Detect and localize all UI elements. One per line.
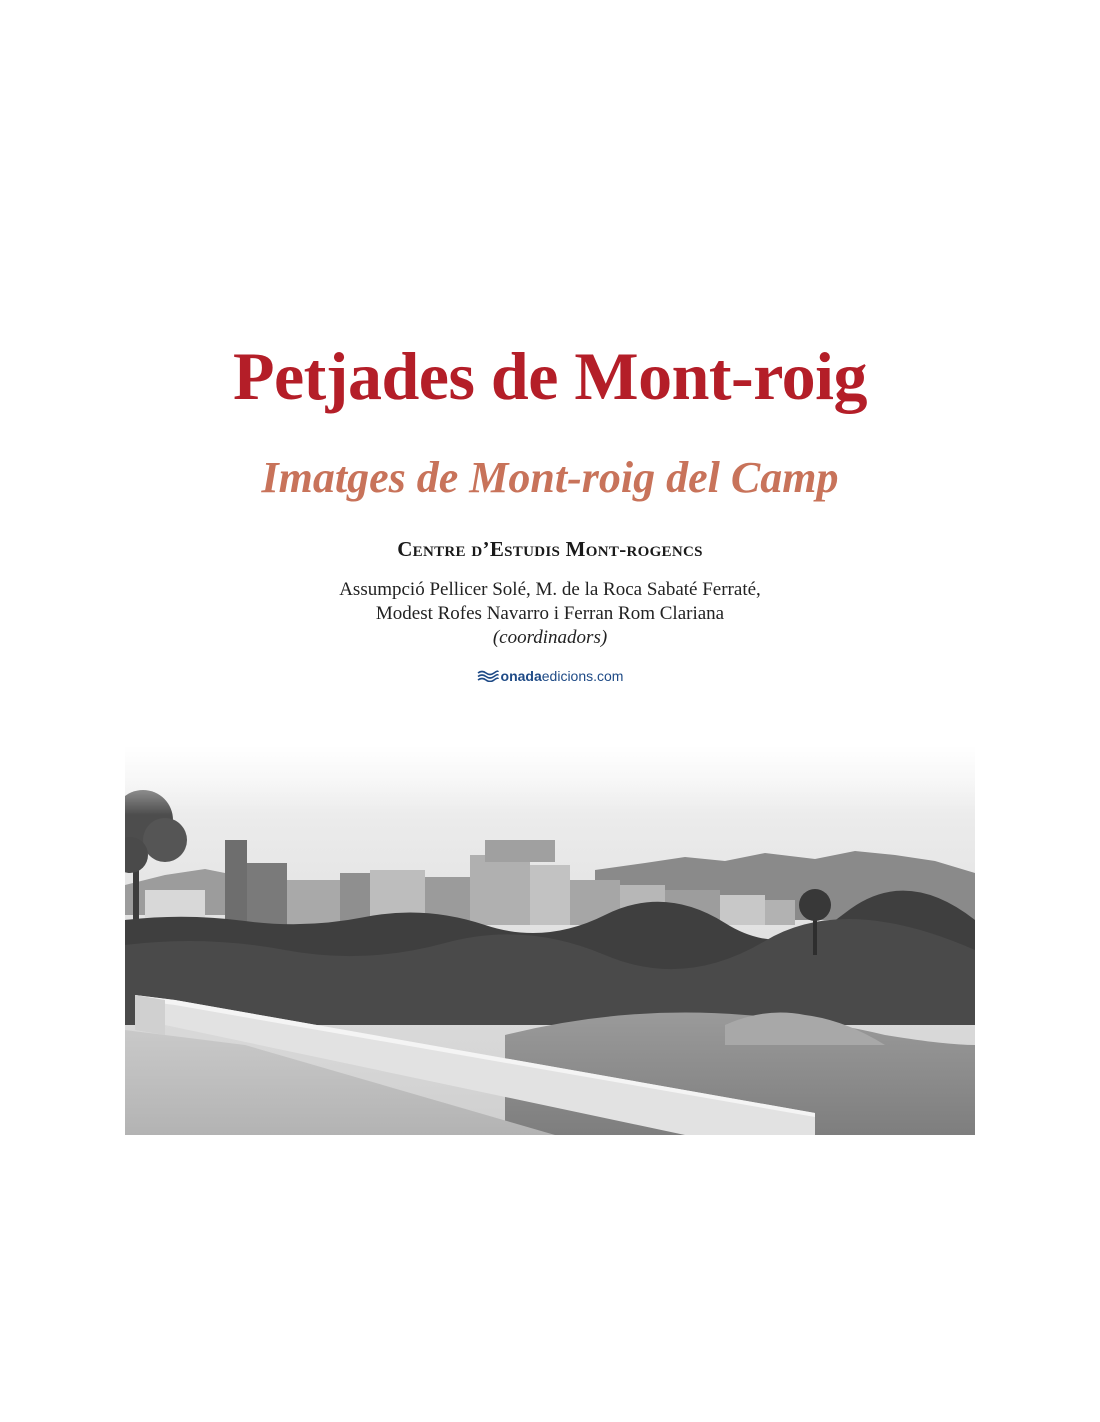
- wave-logo-icon: [477, 667, 499, 687]
- authors-block: [0, 578, 1100, 650]
- photo-top-fade: [125, 745, 975, 815]
- authors-line-1: Assumpció Pellicer Solé, M. de la Roca Sabaté Ferraté,: [339, 579, 761, 600]
- historic-village-photo: [125, 745, 975, 1135]
- parapet-end: [135, 995, 165, 1035]
- book-title: Petjades de Mont-roig: [232, 338, 868, 414]
- authors-role: (coordinadors): [492, 627, 608, 648]
- publisher-brand: onada: [500, 668, 542, 684]
- publisher-logo: [0, 666, 1100, 687]
- book-subtitle: Imatges de Mont-roig del Camp: [261, 453, 839, 502]
- authors-line-2: Modest Rofes Navarro i Ferran Rom Clariana: [375, 603, 725, 624]
- organization-name: Centre d’Estudis Mont-rogencs: [397, 537, 703, 561]
- publisher-domain: edicions.com: [541, 668, 624, 684]
